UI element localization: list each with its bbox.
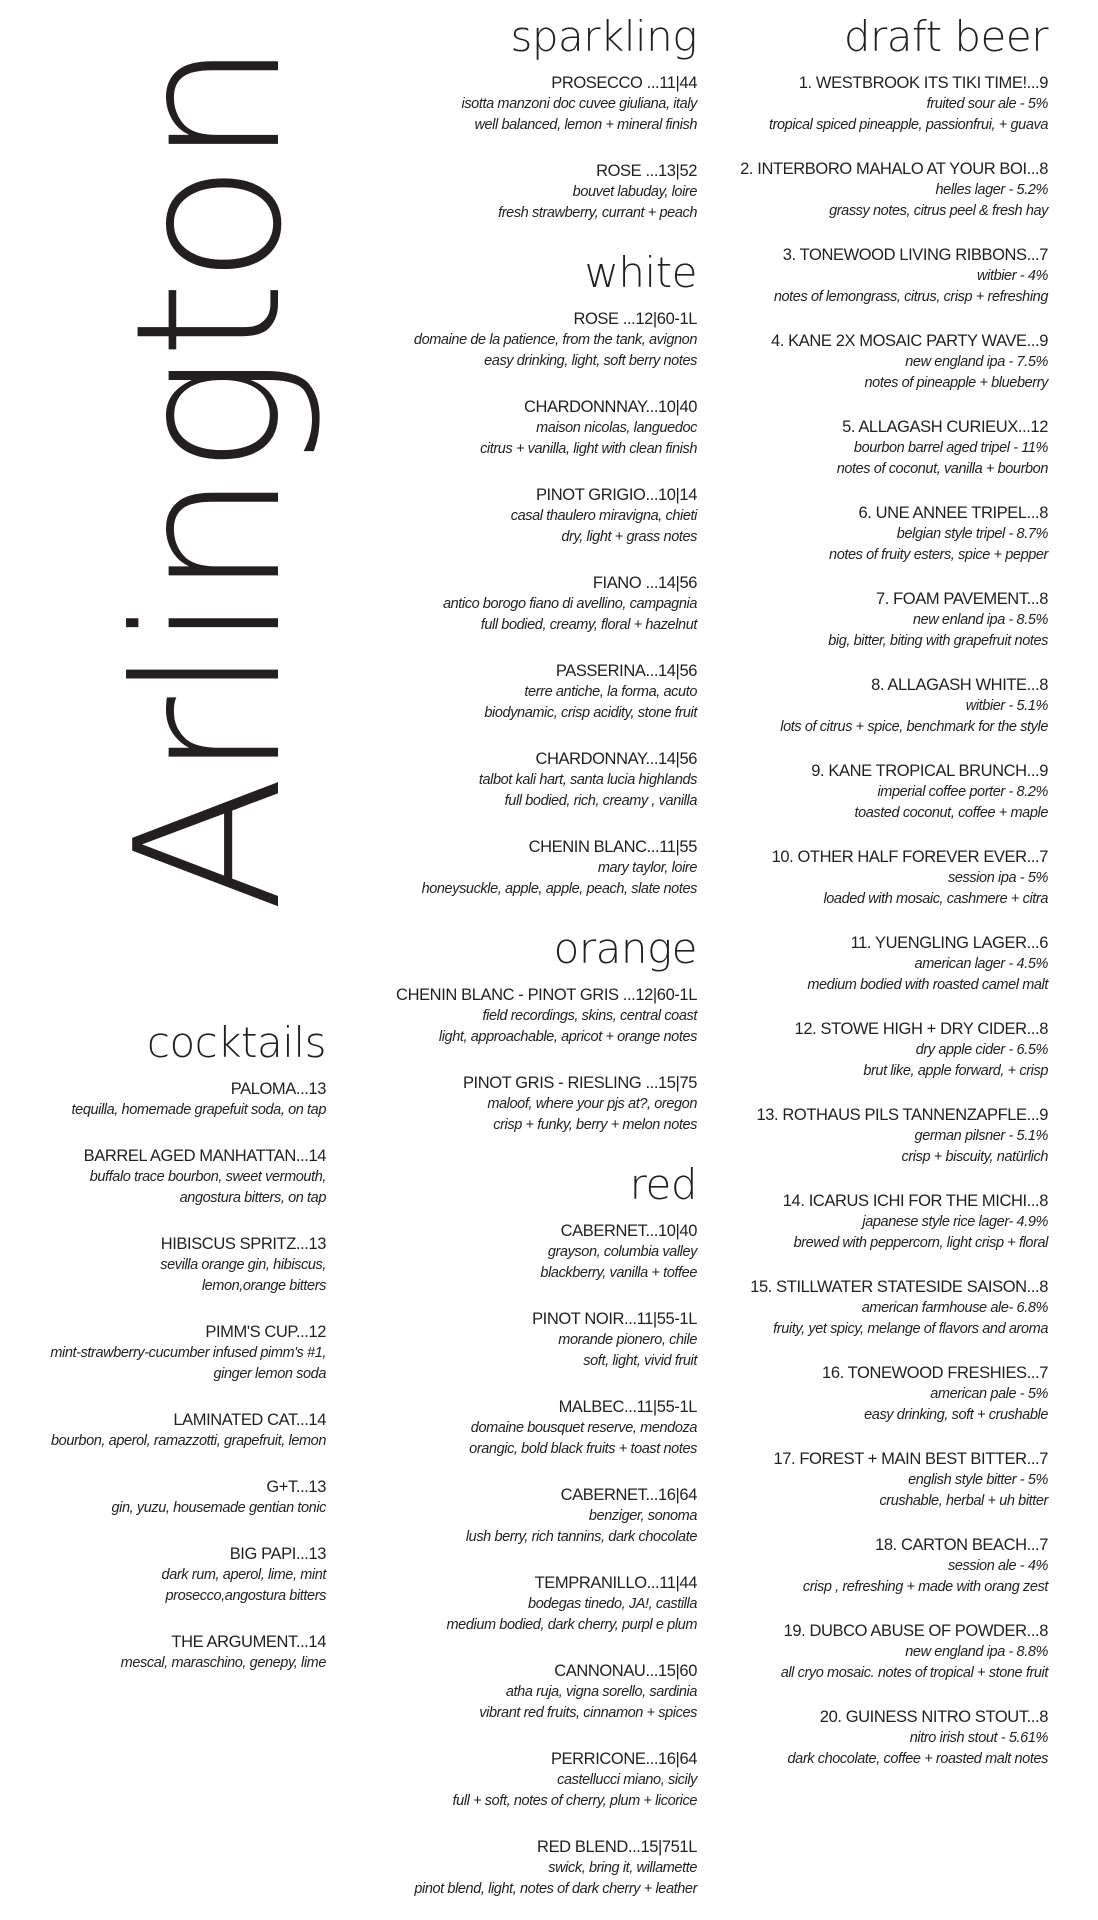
item-description: english style bitter - 5% bbox=[908, 1472, 1048, 1488]
item-name: G+T...13 bbox=[266, 1478, 326, 1496]
item-name: 7. FOAM PAVEMENT...8 bbox=[875, 590, 1048, 608]
item-name: 4. KANE 2X MOSAIC PARTY WAVE...9 bbox=[771, 332, 1048, 350]
item-name: BARREL AGED MANHATTAN...14 bbox=[83, 1147, 326, 1165]
item-description: gin, yuzu, housemade gentian tonic bbox=[111, 1500, 326, 1516]
item-name: CANNONAU...15|60 bbox=[554, 1662, 697, 1680]
item-description: easy drinking, light, soft berry notes bbox=[484, 353, 697, 369]
item-description: toasted coconut, coffee + maple bbox=[854, 805, 1048, 821]
menu-item bbox=[718, 502, 1048, 566]
item-description: american farmhouse ale- 6.8% bbox=[861, 1300, 1048, 1316]
menu-item bbox=[718, 158, 1048, 222]
menu-item bbox=[0, 1543, 326, 1607]
item-description: new england ipa - 8.8% bbox=[905, 1644, 1048, 1660]
item-name: 10. OTHER HALF FOREVER EVER...7 bbox=[771, 848, 1048, 866]
menu-item bbox=[360, 1484, 697, 1548]
item-description: grayson, columbia valley bbox=[547, 1244, 697, 1260]
item-name: CHARDONNAY...14|56 bbox=[535, 750, 697, 768]
item-description: light, approachable, apricot + orange notes bbox=[438, 1029, 697, 1045]
item-description: well balanced, lemon + mineral finish bbox=[474, 117, 697, 133]
menu-item bbox=[360, 308, 697, 372]
item-name: 2. INTERBORO MAHALO AT YOUR BOI...8 bbox=[740, 160, 1048, 178]
item-description: swick, bring it, willamette bbox=[548, 1860, 697, 1876]
item-description: crisp , refreshing + made with orang zest bbox=[802, 1579, 1048, 1595]
section-title-red: red bbox=[629, 1160, 697, 1209]
menu-item bbox=[718, 846, 1048, 910]
item-description: loaded with mosaic, cashmere + citra bbox=[823, 891, 1048, 907]
item-description: castellucci miano, sicily bbox=[557, 1772, 697, 1788]
item-description: new enland ipa - 8.5% bbox=[912, 612, 1048, 628]
item-name: BIG PAPI...13 bbox=[229, 1545, 326, 1563]
item-description: medium bodied, dark cherry, purpl e plum bbox=[446, 1617, 697, 1633]
item-description: grassy notes, citrus peel & fresh hay bbox=[829, 203, 1048, 219]
menu-item bbox=[718, 72, 1048, 136]
item-description: lush berry, rich tannins, dark chocolate bbox=[465, 1529, 697, 1545]
item-name: 16. TONEWOOD FRESHIES...7 bbox=[822, 1364, 1048, 1382]
item-description: mary taylor, loire bbox=[597, 860, 697, 876]
item-description: domaine bousquet reserve, mendoza bbox=[470, 1420, 697, 1436]
item-description: witbier - 4% bbox=[977, 268, 1048, 284]
item-description: notes of pineapple + blueberry bbox=[864, 375, 1048, 391]
item-name: 9. KANE TROPICAL BRUNCH...9 bbox=[811, 762, 1048, 780]
menu-item bbox=[360, 836, 697, 900]
item-name: RED BLEND...15|751L bbox=[537, 1838, 697, 1856]
section-title-draft-beer: draft beer bbox=[843, 12, 1048, 61]
item-name: 17. FOREST + MAIN BEST BITTER...7 bbox=[773, 1450, 1048, 1468]
item-name: PALOMA...13 bbox=[230, 1080, 326, 1098]
menu-item bbox=[360, 1396, 697, 1460]
item-description: angostura bitters, on tap bbox=[179, 1190, 326, 1206]
item-description: dry apple cider - 6.5% bbox=[915, 1042, 1048, 1058]
item-name: CABERNET...16|64 bbox=[560, 1486, 697, 1504]
item-description: all cryo mosaic. notes of tropical + stone fruit bbox=[780, 1665, 1048, 1681]
item-description: buffalo trace bourbon, sweet vermouth, bbox=[89, 1169, 326, 1185]
item-name: ROSE ...12|60-1L bbox=[573, 310, 697, 328]
menu-item bbox=[718, 330, 1048, 394]
menu-item bbox=[360, 1660, 697, 1724]
item-description: fruity, yet spicy, melange of flavors and aroma bbox=[773, 1321, 1048, 1337]
item-name: 12. STOWE HIGH + DRY CIDER...8 bbox=[794, 1020, 1048, 1038]
item-name: PINOT GRIGIO...10|14 bbox=[535, 486, 697, 504]
item-name: PROSECCO ...11|44 bbox=[551, 74, 697, 92]
item-description: bourbon barrel aged tripel - 11% bbox=[853, 440, 1048, 456]
section-title-sparkling: sparkling bbox=[510, 12, 697, 61]
menu-item bbox=[0, 1145, 326, 1209]
item-name: CHARDONNNAY...10|40 bbox=[523, 398, 697, 416]
item-description: lots of citrus + spice, benchmark for the style bbox=[780, 719, 1048, 735]
item-description: talbot kali hart, santa lucia highlands bbox=[478, 772, 697, 788]
item-name: PINOT NOIR...11|55-1L bbox=[532, 1310, 697, 1328]
item-description: atha ruja, vigna sorello, sardinia bbox=[505, 1684, 697, 1700]
item-description: session ale - 4% bbox=[948, 1558, 1048, 1574]
menu-item bbox=[360, 1572, 697, 1636]
item-name: 19. DUBCO ABUSE OF POWDER...8 bbox=[783, 1622, 1048, 1640]
section-title-orange: orange bbox=[553, 924, 697, 973]
item-description: vibrant red fruits, cinnamon + spices bbox=[479, 1705, 697, 1721]
menu-item bbox=[718, 1534, 1048, 1598]
menu-item bbox=[360, 1072, 697, 1136]
item-name: CABERNET...10|40 bbox=[560, 1222, 697, 1240]
item-description: nitro irish stout - 5.61% bbox=[909, 1730, 1048, 1746]
item-name: PINOT GRIS - RIESLING ...15|75 bbox=[462, 1074, 697, 1092]
item-description: imperial coffee porter - 8.2% bbox=[877, 784, 1048, 800]
menu-item bbox=[718, 1276, 1048, 1340]
item-description: bourbon, aperol, ramazzotti, grapefruit, lemon bbox=[51, 1433, 326, 1449]
item-name: ROSE ...13|52 bbox=[596, 162, 697, 180]
menu-item bbox=[718, 1620, 1048, 1684]
item-description: crisp + funky, berry + melon notes bbox=[493, 1117, 697, 1133]
item-description: full bodied, creamy, floral + hazelnut bbox=[480, 617, 697, 633]
menu-item bbox=[718, 1018, 1048, 1082]
brand-wordmark: Arlington bbox=[93, 43, 326, 913]
item-description: notes of coconut, vanilla + bourbon bbox=[836, 461, 1048, 477]
menu-item bbox=[360, 660, 697, 724]
item-name: PERRICONE...16|64 bbox=[550, 1750, 697, 1768]
item-description: terre antiche, la forma, acuto bbox=[524, 684, 697, 700]
item-description: american pale - 5% bbox=[930, 1386, 1048, 1402]
item-description: antico borogo fiano di avellino, campagnia bbox=[442, 596, 697, 612]
item-description: bodegas tinedo, JA!, castilla bbox=[528, 1596, 697, 1612]
menu-item bbox=[360, 1836, 697, 1900]
item-name: TEMPRANILLO...11|44 bbox=[534, 1574, 697, 1592]
item-description: full bodied, rich, creamy , vanilla bbox=[504, 793, 697, 809]
menu-item bbox=[0, 1321, 326, 1385]
section-title-white: white bbox=[584, 248, 697, 297]
menu-item bbox=[360, 572, 697, 636]
item-description: blackberry, vanilla + toffee bbox=[540, 1265, 697, 1281]
item-description: prosecco,angostura bitters bbox=[165, 1588, 326, 1604]
menu-item bbox=[718, 674, 1048, 738]
item-description: new england ipa - 7.5% bbox=[905, 354, 1048, 370]
item-description: crushable, herbal + uh bitter bbox=[879, 1493, 1048, 1509]
item-description: brut like, apple forward, + crisp bbox=[863, 1063, 1048, 1079]
item-description: sevilla orange gin, hibiscus, bbox=[160, 1257, 326, 1273]
item-description: honeysuckle, apple, apple, peach, slate notes bbox=[421, 881, 697, 897]
menu-item bbox=[360, 984, 697, 1048]
item-description: domaine de la patience, from the tank, avignon bbox=[413, 332, 697, 348]
item-description: tropical spiced pineapple, passionfrui, + guava bbox=[768, 117, 1048, 133]
item-description: session ipa - 5% bbox=[948, 870, 1048, 886]
item-description: fresh strawberry, currant + peach bbox=[498, 205, 697, 221]
item-description: orangic, bold black fruits + toast notes bbox=[469, 1441, 697, 1457]
item-description: biodynamic, crisp acidity, stone fruit bbox=[484, 705, 697, 721]
item-description: isotta manzoni doc cuvee giuliana, italy bbox=[461, 96, 697, 112]
item-name: HIBISCUS SPRITZ...13 bbox=[160, 1235, 326, 1253]
menu-item bbox=[360, 484, 697, 548]
wine-section-orange bbox=[360, 924, 697, 1136]
beer-column bbox=[718, 12, 1048, 1792]
wine-section-red bbox=[360, 1160, 697, 1900]
menu-item bbox=[360, 748, 697, 812]
item-name: MALBEC...11|55-1L bbox=[558, 1398, 697, 1416]
item-name: PASSERINA...14|56 bbox=[555, 662, 697, 680]
item-description: ginger lemon soda bbox=[213, 1366, 326, 1382]
wine-section-sparkling bbox=[360, 12, 697, 224]
item-description: dark chocolate, coffee + roasted malt notes bbox=[787, 1751, 1048, 1767]
menu-item bbox=[0, 1409, 326, 1452]
item-name: 1. WESTBROOK ITS TIKI TIME!...9 bbox=[798, 74, 1048, 92]
wine-section-white bbox=[360, 248, 697, 900]
item-name: CHENIN BLANC...11|55 bbox=[528, 838, 697, 856]
item-description: witbier - 5.1% bbox=[965, 698, 1048, 714]
item-description: soft, light, vivid fruit bbox=[583, 1353, 697, 1369]
item-description: easy drinking, soft + crushable bbox=[864, 1407, 1048, 1423]
menu-item bbox=[718, 760, 1048, 824]
menu-item bbox=[718, 1448, 1048, 1512]
menu-item bbox=[718, 1362, 1048, 1426]
item-name: 15. STILLWATER STATESIDE SAISON...8 bbox=[750, 1278, 1048, 1296]
item-description: tequilla, homemade grapefuit soda, on tap bbox=[71, 1102, 326, 1118]
item-name: LAMINATED CAT...14 bbox=[173, 1411, 326, 1429]
item-description: morande pionero, chile bbox=[558, 1332, 697, 1348]
menu-item bbox=[718, 588, 1048, 652]
item-description: benziger, sonoma bbox=[588, 1508, 697, 1524]
item-name: 13. ROTHAUS PILS TANNENZAPFLE...9 bbox=[756, 1106, 1048, 1124]
item-name: FIANO ...14|56 bbox=[592, 574, 697, 592]
item-description: bouvet labuday, loire bbox=[572, 184, 697, 200]
menu-item bbox=[718, 244, 1048, 308]
beer-list bbox=[718, 72, 1048, 1770]
item-description: mint-strawberry-cucumber infused pimm's #1, bbox=[50, 1345, 326, 1361]
item-name: THE ARGUMENT...14 bbox=[171, 1633, 326, 1651]
item-name: 6. UNE ANNEE TRIPEL...8 bbox=[858, 504, 1048, 522]
menu-item bbox=[718, 1190, 1048, 1254]
item-name: CHENIN BLANC - PINOT GRIS ...12|60-1L bbox=[396, 986, 697, 1004]
item-description: notes of lemongrass, citrus, crisp + refreshing bbox=[773, 289, 1048, 305]
item-description: casal thaulero miravigna, chieti bbox=[510, 508, 697, 524]
item-name: 5. ALLAGASH CURIEUX...12 bbox=[842, 418, 1048, 436]
menu-item bbox=[360, 72, 697, 136]
item-description: lemon,orange bitters bbox=[201, 1278, 326, 1294]
menu-item bbox=[0, 1078, 326, 1121]
item-description: full + soft, notes of cherry, plum + licorice bbox=[452, 1793, 697, 1809]
menu-item bbox=[360, 1308, 697, 1372]
item-description: big, bitter, biting with grapefruit notes bbox=[828, 633, 1048, 649]
item-description: notes of fruity esters, spice + pepper bbox=[829, 547, 1048, 563]
menu-item bbox=[360, 396, 697, 460]
item-description: mescal, maraschino, genepy, lime bbox=[120, 1655, 326, 1671]
item-description: american lager - 4.5% bbox=[914, 956, 1048, 972]
item-name: 11. YUENGLING LAGER...6 bbox=[850, 934, 1048, 952]
wine-column bbox=[360, 12, 697, 1920]
item-description: maison nicolas, languedoc bbox=[536, 420, 697, 436]
item-description: fruited sour ale - 5% bbox=[926, 96, 1048, 112]
item-description: crisp + biscuity, natürlich bbox=[901, 1149, 1048, 1165]
section-title-cocktails: cocktails bbox=[146, 1018, 326, 1067]
menu-item bbox=[360, 1748, 697, 1812]
item-description: pinot blend, light, notes of dark cherry + leather bbox=[414, 1881, 697, 1897]
item-name: PIMM'S CUP...12 bbox=[205, 1323, 326, 1341]
item-name: 3. TONEWOOD LIVING RIBBONS...7 bbox=[782, 246, 1048, 264]
item-description: dark rum, aperol, lime, mint bbox=[161, 1567, 326, 1583]
menu-item bbox=[0, 1233, 326, 1297]
menu-item bbox=[360, 160, 697, 224]
menu-item bbox=[718, 1104, 1048, 1168]
menu-item bbox=[718, 416, 1048, 480]
cocktails-column bbox=[0, 1018, 326, 1698]
item-name: 14. ICARUS ICHI FOR THE MICHI...8 bbox=[782, 1192, 1048, 1210]
menu-item bbox=[718, 932, 1048, 996]
item-description: field recordings, skins, central coast bbox=[482, 1008, 697, 1024]
cocktail-list bbox=[0, 1078, 326, 1674]
item-description: brewed with peppercorn, light crisp + floral bbox=[793, 1235, 1048, 1251]
item-description: belgian style tripel - 8.7% bbox=[896, 526, 1048, 542]
menu-item bbox=[0, 1476, 326, 1519]
item-name: 18. CARTON BEACH...7 bbox=[875, 1536, 1048, 1554]
item-description: dry, light + grass notes bbox=[561, 529, 697, 545]
item-name: 8. ALLAGASH WHITE...8 bbox=[871, 676, 1048, 694]
item-name: 20. GUINESS NITRO STOUT...8 bbox=[819, 1708, 1048, 1726]
menu-item bbox=[718, 1706, 1048, 1770]
menu-item bbox=[360, 1220, 697, 1284]
item-description: japanese style rice lager- 4.9% bbox=[862, 1214, 1048, 1230]
item-description: citrus + vanilla, light with clean finish bbox=[480, 441, 697, 457]
menu-item bbox=[0, 1631, 326, 1674]
item-description: medium bodied with roasted camel malt bbox=[807, 977, 1048, 993]
item-description: maloof, where your pjs at?, oregon bbox=[487, 1096, 697, 1112]
item-description: helles lager - 5.2% bbox=[935, 182, 1048, 198]
item-description: german pilsner - 5.1% bbox=[914, 1128, 1048, 1144]
